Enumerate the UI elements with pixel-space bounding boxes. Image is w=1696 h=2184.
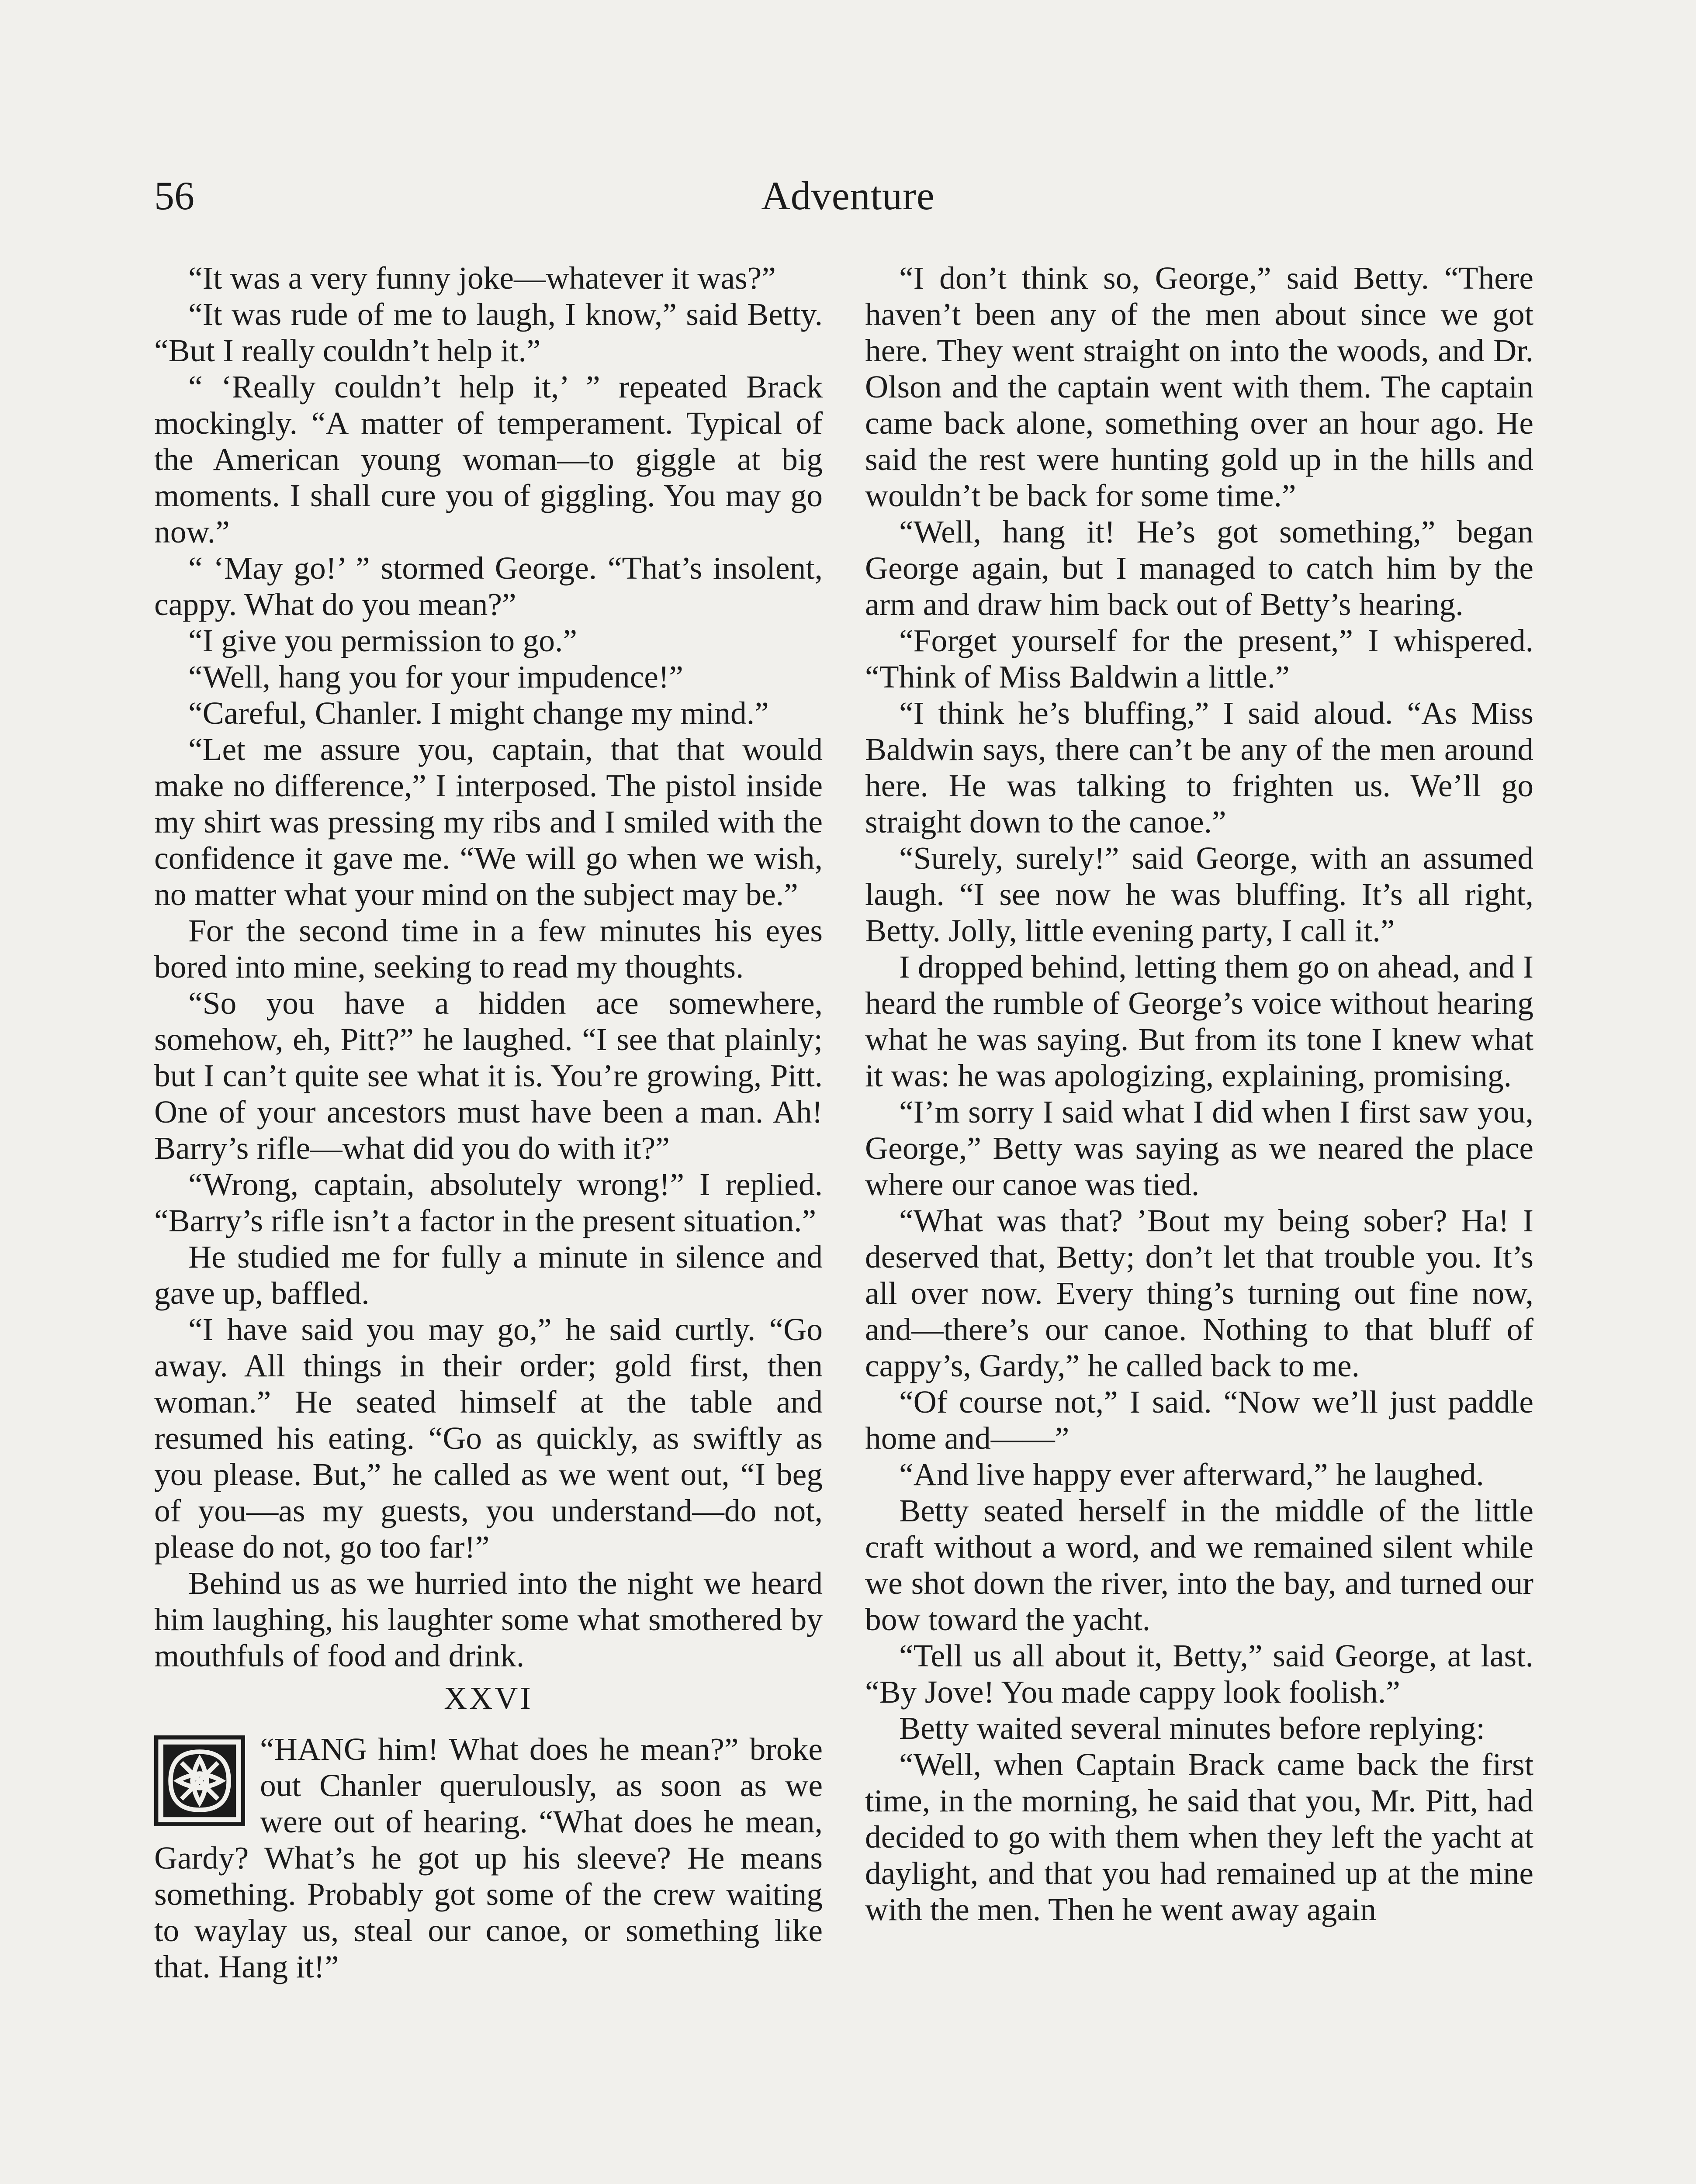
- paragraph: “I don’t think so, George,” said Betty. “There haven’t been any of the men about since we got here. They went straight on into the woods, and Dr. Olson and the captain went with them. The captain came back alone, something over an hour ago. He said the rest were hunting gold up in the hills and wouldn’t be back for some time.”: [865, 260, 1533, 513]
- running-title: Adventure: [761, 173, 935, 218]
- paragraph: “Well, when Captain Brack came back the first time, in the morning, he said that you, Mr. Pitt, had decided to go with them when they left the yacht at daylight, and that you had remained up at the mine with the men. Then he went away again: [865, 1747, 1533, 1927]
- paragraph: “And live happy ever afterward,” he laughed.: [899, 1457, 1484, 1492]
- paragraph: “I think he’s bluffing,” I said aloud. “As Miss Baldwin says, there can’t be any of the men around here. He was talking to frighten us. We’ll go straight down to the canoe.”: [865, 695, 1533, 840]
- paragraph: “I have said you may go,” he said curtly. “Go away. All things in their order; gold first, then woman.” He seated himself at the table and resumed his eating. “Go as quickly, as swiftly as you please. But,” he called as we went out, “I beg of you—as my guests, you understand—do not, please do not, go too far!”: [154, 1312, 823, 1565]
- paragraph: “Tell us all about it, Betty,” said George, at last. “By Jove! You made cappy look foolish.”: [865, 1638, 1533, 1710]
- dropcap-paragraph: “HANG him! What does he mean?” broke out Chanler querulously, as soon as we were out of hearing. “What does he mean, Gardy? What’s he got up his sleeve? He means something. Probably got some of the crew waiting to waylay us, steal our canoe, or something like that. Hang it!”: [154, 1731, 823, 1984]
- paragraph: “It was rude of me to laugh, I know,” said Betty. “But I really couldn’t help it.”: [154, 297, 823, 368]
- paragraph: “Well, hang you for your impudence!”: [188, 659, 683, 695]
- paragraph: “Surely, surely!” said George, with an assumed laugh. “I see now he was bluffing. It’s all right, Betty. Jolly, little evening party, I call it.”: [865, 840, 1533, 948]
- paragraph: Betty seated herself in the middle of the little craft without a word, and we remained silent while we shot down the river, into the bay, and turned our bow toward the yacht.: [865, 1493, 1533, 1637]
- celtic-knot-icon: [154, 1735, 245, 1826]
- paragraph: “Forget yourself for the present,” I whispered. “Think of Miss Baldwin a little.”: [865, 623, 1533, 695]
- paragraph: He studied me for fully a minute in silence and gave up, baffled.: [154, 1239, 823, 1311]
- paragraph: “It was a very funny joke—whatever it was?”: [188, 260, 776, 296]
- paragraph: “I give you permission to go.”: [188, 623, 578, 658]
- chapter-heading: XXVI: [444, 1680, 533, 1716]
- paragraph: “Well, hang it! He’s got something,” began George again, but I managed to catch him by the arm and draw him back out of Betty’s hearing.: [865, 514, 1533, 622]
- paragraph: “What was that? ’Bout my being sober? Ha! I deserved that, Betty; don’t let that trouble you. It’s all over now. Every thing’s turning out fine now, and—there’s our canoe. Nothing to that bluff of cappy’s, Gardy,” he called back to me.: [865, 1203, 1533, 1383]
- paragraph: “Let me assure you, captain, that that would make no difference,” I interposed. The pistol inside my shirt was pressing my ribs and I smiled with the confidence it gave me. “We will go when we wish, no matter what your mind on the subject may be.”: [154, 732, 823, 912]
- paragraph: “So you have a hidden ace somewhere, somehow, eh, Pitt?” he laughed. “I see that plainly; but I can’t quite see what it is. You’re growing, Pitt. One of your ancestors must have been a man. Ah! Barry’s rifle—what did you do with it?”: [154, 985, 823, 1166]
- paragraph: For the second time in a few minutes his eyes bored into mine, seeking to read my thoughts.: [154, 913, 823, 985]
- paragraph: “I’m sorry I said what I did when I first saw you, George,” Betty was saying as we neared the place where our canoe was tied.: [865, 1094, 1533, 1202]
- page-number: 56: [154, 173, 194, 218]
- paragraph: “ ‘Really couldn’t help it,’ ” repeated Brack mockingly. “A matter of temperament. Typical of the American young woman—to giggle at big moments. I shall cure you of giggling. You may go now.”: [154, 369, 823, 549]
- page-header: [154, 169, 1542, 231]
- paragraph: “Wrong, captain, absolutely wrong!” I replied. “Barry’s rifle isn’t a factor in the present situation.”: [154, 1167, 823, 1238]
- paragraph: Betty waited several minutes before replying:: [899, 1711, 1485, 1746]
- paragraph: “Of course not,” I said. “Now we’ll just paddle home and——”: [865, 1384, 1533, 1456]
- paragraph: Behind us as we hurried into the night we heard him laughing, his laughter some what smothered by mouthfuls of food and drink.: [154, 1565, 823, 1673]
- left-column: [154, 260, 823, 1985]
- paragraph: “Careful, Chanler. I might change my mind.”: [188, 695, 769, 731]
- paragraph: “ ‘May go!’ ” stormed George. “That’s insolent, cappy. What do you mean?”: [154, 550, 823, 622]
- paragraph: I dropped behind, letting them go on ahead, and I heard the rumble of George’s voice without hearing what he was saying. But from its tone I knew what it was: he was apologizing, explaining, promising.: [865, 949, 1533, 1093]
- right-column: [865, 260, 1533, 1928]
